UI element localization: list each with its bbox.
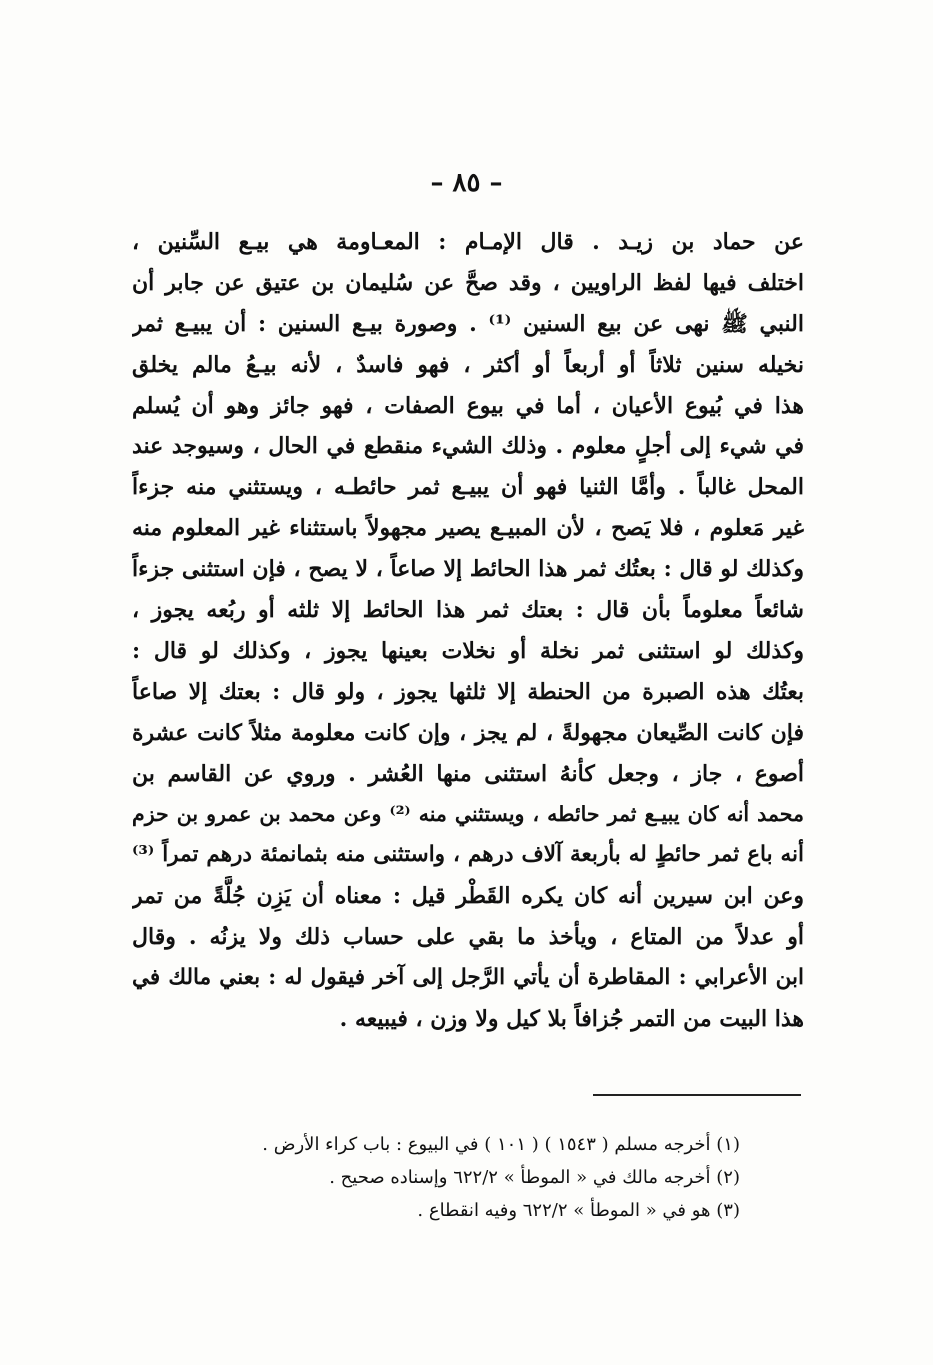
page-number: – ٨٥ – bbox=[430, 168, 503, 198]
text-line: غير مَعلوم ، فلا يَصح ، لأن المبيـع يصير مجهولاً باستثناء غير المعلوم منه bbox=[132, 515, 804, 542]
text-line: بعتُك هذه الصبرة من الحنطة إلا ثلثها يجوز ، ولو قال : بعتك إلا صاعاً bbox=[132, 678, 804, 705]
text-line: هذا في بُيوع الأعيان ، أما في بيوع الصفات ، فهو جائز وهو أن يُسلم bbox=[132, 392, 804, 419]
text-line-last: هذا البيت من التمر جُزافاً بلا كيل ولا وزن ، فيبيعه . bbox=[339, 1005, 804, 1032]
text-line: اختلف فيها لفظ الراويين ، وقد صحَّ عن سُليمان بن عتيق عن جابر أن bbox=[132, 269, 804, 296]
text-line: وكذلك لو استثنى ثمر نخلة أو نخلات بعينها يجوز ، وكذلك لو قال : bbox=[132, 637, 804, 664]
text-line: نخيله سنين ثلاثاً أو أربعاً أو أكثر ، فهو فاسدٌ ، لأنه بيـعُ مالم يخلق bbox=[132, 351, 804, 378]
text-line: محمد أنه كان يبيـع ثمر حائطه ، ويستثني منه ⁽²⁾ وعن محمد بن عمرو بن حزم bbox=[132, 802, 804, 827]
text-line: أصوع ، جاز ، وجعل كأنهُ استثنى منها العُشر . وروي عن القاسم بن bbox=[132, 760, 804, 787]
text-line: المحل غالباً . وأمَّا الثنيا فهو أن يبيـع ثمر حائطـه ، ويستثني منه جزءاً bbox=[132, 474, 804, 501]
text-line: وكذلك لو قال : بعتُك ثمر هذا الحائط إلا صاعاً ، لا يصح ، فإن استثنى جزءاً bbox=[132, 556, 804, 583]
footnote-3: (٣) هو في « الموطأ » ٦٢٢/٢ وفيه انقطاع . bbox=[417, 1200, 740, 1221]
text-line: شائعاً معلوماً بأن قال : بعتك ثمر هذا الحائط إلا ثلثه أو ربُعه يجوز ، bbox=[132, 597, 804, 624]
text-line: في شيء إلى أجلٍ معلوم . وذلك الشيء منقطع في الحال ، وسيوجد عند bbox=[132, 433, 804, 460]
footnote-2: (٢) أخرجه مالك في « الموطأ » ٦٢٢/٢ وإسناده صحيح . bbox=[329, 1167, 740, 1188]
text-line: فإن كانت الصِّيعان مجهولةً ، لم يجز ، وإن كانت معلومة مثلاً كانت عشرة bbox=[132, 719, 804, 746]
text-line: ابن الأعرابي : المقاطرة أن يأتي الرَّجل إلى آخر فيقول له : بعني مالك في bbox=[132, 965, 804, 991]
text-line: أنه باع ثمر حائطٍ له بأربعة آلاف درهم ، واستثنى منه بثمانمئة درهم تمراً ⁽³⁾ bbox=[132, 842, 804, 868]
text-line: عن حماد بن زيـد . قال الإمـام : المعـاومة هي بيـع السِّنين ، bbox=[132, 229, 804, 255]
footnote-divider bbox=[593, 1094, 801, 1096]
text-line: النبي ﷺ نهى عن بيع السنين ⁽¹⁾ . وصورة بيـع السنين : أن يبيـع ثمر bbox=[132, 310, 804, 337]
footnotes bbox=[150, 1128, 740, 1227]
footnote-1: (١) أخرجه مسلم ( ١٥٤٣ ) ( ١٠١ ) في البيوع : باب كراء الأرض . bbox=[262, 1134, 740, 1155]
text-line: وعن ابن سيرين أنه كان يكره القَطْر قيل : معناه أن يَزِن جُلَّةً من تمر bbox=[132, 883, 804, 910]
text-line: أو عدلاً من المتاع ، ويأخذ ما بقي على حساب ذلك ولا يزنُه . وقال bbox=[132, 924, 804, 951]
main-text bbox=[132, 222, 804, 1040]
